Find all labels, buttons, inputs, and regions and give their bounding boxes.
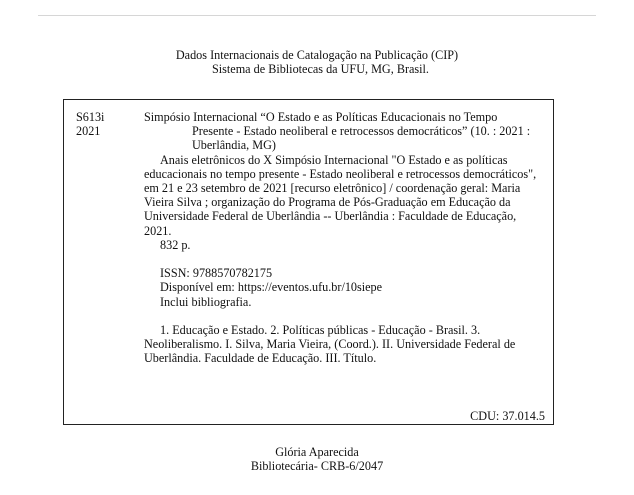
call-number-cutter: S613i — [76, 110, 105, 124]
librarian-role: Bibliotecária- CRB-6/2047 — [250, 459, 384, 473]
note-bibliography: Inclui bibliografia. — [160, 294, 252, 309]
librarian-name: Glória Aparecida — [275, 445, 359, 459]
call-number — [76, 110, 104, 138]
librarian-signature — [0, 445, 634, 473]
main-entry-continuation: Presente - Estado neoliberal e retrocessos democráticos” (10. : 2021 : Uberlândia, MG) — [192, 124, 531, 153]
cip-header — [0, 48, 634, 76]
note-issn: ISSN: 9788570782175 — [160, 266, 273, 281]
spacer — [144, 252, 544, 266]
physical-description: 832 p. — [160, 237, 191, 252]
subject-tracings: 1. Educação e Estado. 2. Políticas públicas - Educação - Brasil. 3. Neoliberalismo. I. Silva, Maria Vieira, (Coord.). II. Universidade Federal de Uberlândia. Faculdade de Educação. III. Título. — [144, 323, 516, 366]
cip-title: Dados Internacionais de Catalogação na Publicação (CIP) — [175, 48, 459, 62]
catalog-card — [63, 99, 554, 425]
title-statement: Anais eletrônicos do X Simpósio Internacional "O Estado e as políticas educacionais no tempo presente - Estado neoliberal e retrocessos democráticos", em 21 e 23 setembro de 2021 [recurso eletrônico] / coordenação geral: Maria Vieira Silva ; organização do Programa de Pós-Graduação em Educação da Universidade Federal de Uberlândia -- Uberlândia : Faculdade de Educação, 2021. — [144, 152, 537, 238]
spacer — [144, 309, 544, 323]
cdu-classification: CDU: 37.014.5 — [470, 409, 545, 423]
cip-library-system: Sistema de Bibliotecas da UFU, MG, Brasil. — [212, 62, 429, 76]
main-entry-heading: Simpósio Internacional “O Estado e as Políticas Educacionais no Tempo — [144, 110, 498, 124]
note-availability: Disponível em: https://eventos.ufu.br/10siepe — [160, 280, 383, 295]
call-number-year: 2021 — [76, 124, 101, 139]
top-divider — [38, 15, 596, 16]
catalog-entry — [144, 110, 544, 366]
